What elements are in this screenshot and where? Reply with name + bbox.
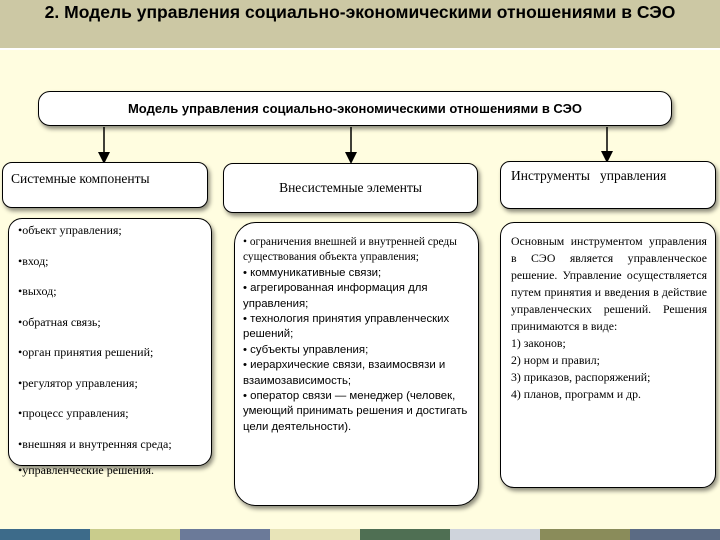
external-elements-list — [234, 222, 479, 506]
tools-description: Основным инструментом управления в СЭО является управленческое решение. Управление осуществляется путем принятия и введения в действие управленческих решений. Решения принимаются в виде: — [511, 234, 707, 333]
list-item: •объект управления; — [18, 223, 122, 237]
title-divider — [0, 48, 720, 50]
decorative-stripe — [0, 529, 720, 540]
list-item: •управленческие решения. — [18, 462, 155, 477]
stripe-segment — [540, 529, 630, 540]
list-item: • иерархические связи, взаимосвязи и взаимозависимость; — [243, 359, 446, 387]
external-elements-heading-label: Внесистемные элементы — [279, 180, 422, 195]
slide-title: 2. Модель управления социально-экономическими отношениями в СЭО — [44, 2, 676, 22]
management-tools-heading — [500, 161, 716, 209]
list-item: •внешняя и внутренняя среда; — [18, 436, 172, 451]
stripe-segment — [450, 529, 540, 540]
stripe-segment — [360, 529, 450, 540]
external-elements-heading — [223, 163, 478, 213]
list-item: • технология принятия управленческих решений; — [243, 313, 450, 341]
list-item: 2) норм и правил; — [511, 353, 600, 367]
list-item: •выход; — [18, 284, 57, 298]
stripe-segment — [630, 529, 720, 540]
list-item: •обратная связь; — [18, 314, 101, 329]
system-components-heading — [2, 162, 208, 208]
stripe-segment — [90, 529, 180, 540]
list-item: 4) планов, программ и др. — [511, 387, 641, 401]
list-item: 3) приказов, распоряжений; — [511, 370, 651, 384]
list-item: • ограничения внешней и внутренней среды существования объекта управления; — [243, 236, 457, 264]
list-item: •регулятор управления; — [18, 375, 138, 390]
stripe-segment — [270, 529, 360, 540]
list-item: • субъекты управления; — [243, 343, 369, 356]
list-item: •орган принятия решений; — [18, 345, 154, 359]
list-item: •процесс управления; — [18, 406, 129, 420]
management-tools-heading-label: Инструменты управления — [511, 168, 667, 183]
list-item: • коммуникативные связи; — [243, 266, 382, 279]
list-item: • агрегированная информация для управления; — [243, 282, 428, 310]
model-box-label: Модель управления социально-экономическими отношениями в СЭО — [127, 101, 583, 116]
stripe-segment — [0, 529, 90, 540]
list-item: 1) законов; — [511, 336, 566, 350]
system-components-heading-label: Системные компоненты — [11, 171, 150, 186]
management-tools-list — [500, 222, 716, 488]
stripe-segment — [180, 529, 270, 540]
list-item: •вход; — [18, 253, 49, 268]
model-box — [38, 91, 672, 126]
list-item: • оператор связи — менеджер (человек, умеющий принимать решения и достигать цели деятельности). — [243, 390, 468, 433]
system-components-list — [8, 218, 212, 477]
title-band — [0, 0, 720, 48]
